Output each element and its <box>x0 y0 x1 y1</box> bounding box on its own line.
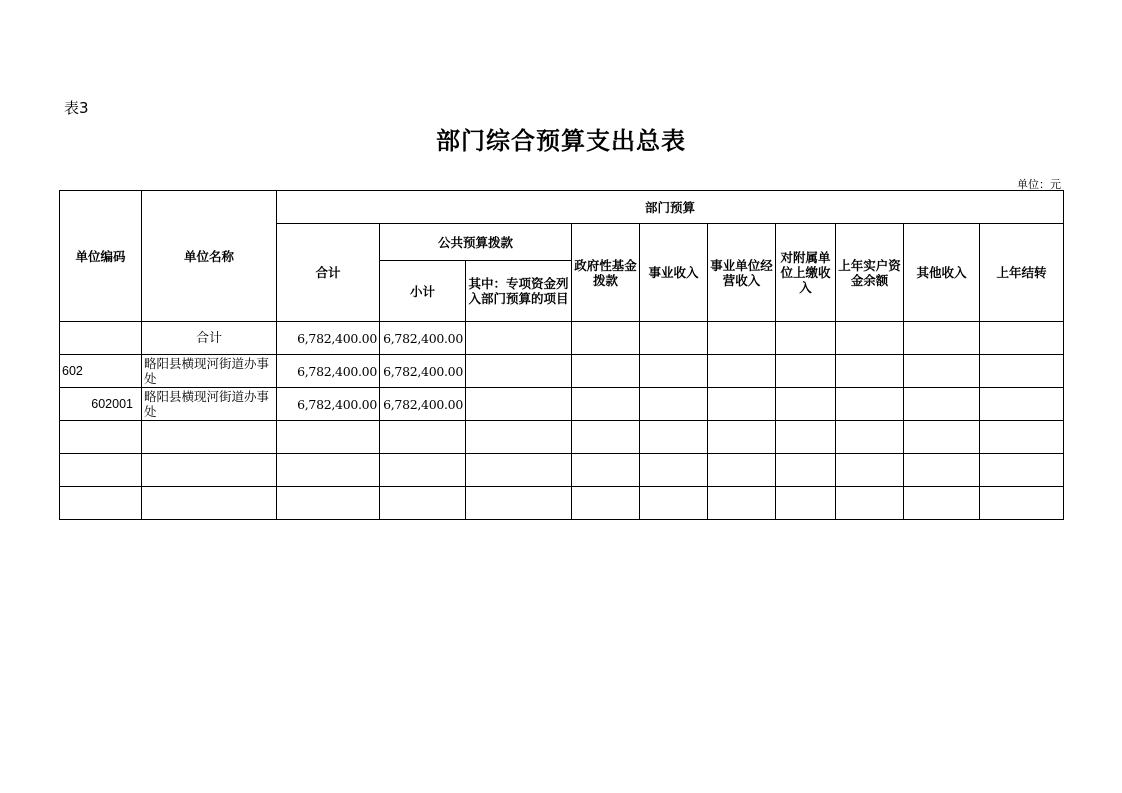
header-public-allocation: 公共预算拨款 <box>380 224 572 261</box>
table-row <box>60 322 1064 355</box>
header-dept-budget: 部门预算 <box>277 191 1064 224</box>
header-gov-fund: 政府性基金拨款 <box>572 224 640 322</box>
budget-expenditure-table <box>59 190 1064 520</box>
unit-label: 单位：元 <box>1017 178 1061 191</box>
cell-name: 合计 <box>142 322 277 355</box>
header-other-income: 其他收入 <box>904 224 980 322</box>
cell-code: 602001 <box>60 388 142 421</box>
header-total: 合计 <box>277 224 380 322</box>
table-row-empty <box>60 487 1064 520</box>
cell-subtotal: 6,782,400.00 <box>380 322 466 355</box>
cell-name: 略阳县横现河街道办事处 <box>142 388 277 421</box>
table-row <box>60 355 1064 388</box>
header-unit-code: 单位编码 <box>60 191 142 322</box>
cell-code: 602 <box>60 355 142 388</box>
header-business-income: 事业收入 <box>640 224 708 322</box>
header-prior-balance: 上年实户资金余额 <box>836 224 904 322</box>
header-affiliated-income: 对附属单位上缴收入 <box>776 224 836 322</box>
cell-subtotal: 6,782,400.00 <box>380 355 466 388</box>
cell-code <box>60 322 142 355</box>
table-row <box>60 388 1064 421</box>
cell-total: 6,782,400.00 <box>277 322 380 355</box>
header-carryover: 上年结转 <box>980 224 1064 322</box>
cell-name: 略阳县横现河街道办事处 <box>142 355 277 388</box>
page-title: 部门综合预算支出总表 <box>436 126 686 155</box>
header-unit-name: 单位名称 <box>142 191 277 322</box>
header-subtotal: 小计 <box>380 261 466 322</box>
cell-total: 6,782,400.00 <box>277 388 380 421</box>
cell-subtotal: 6,782,400.00 <box>380 388 466 421</box>
header-special-funds: 其中：专项资金列入部门预算的项目 <box>466 261 572 322</box>
table-number: 表3 <box>64 99 89 117</box>
table-row-empty <box>60 454 1064 487</box>
header-operating-income: 事业单位经营收入 <box>708 224 776 322</box>
table-row-empty <box>60 421 1064 454</box>
cell-total: 6,782,400.00 <box>277 355 380 388</box>
